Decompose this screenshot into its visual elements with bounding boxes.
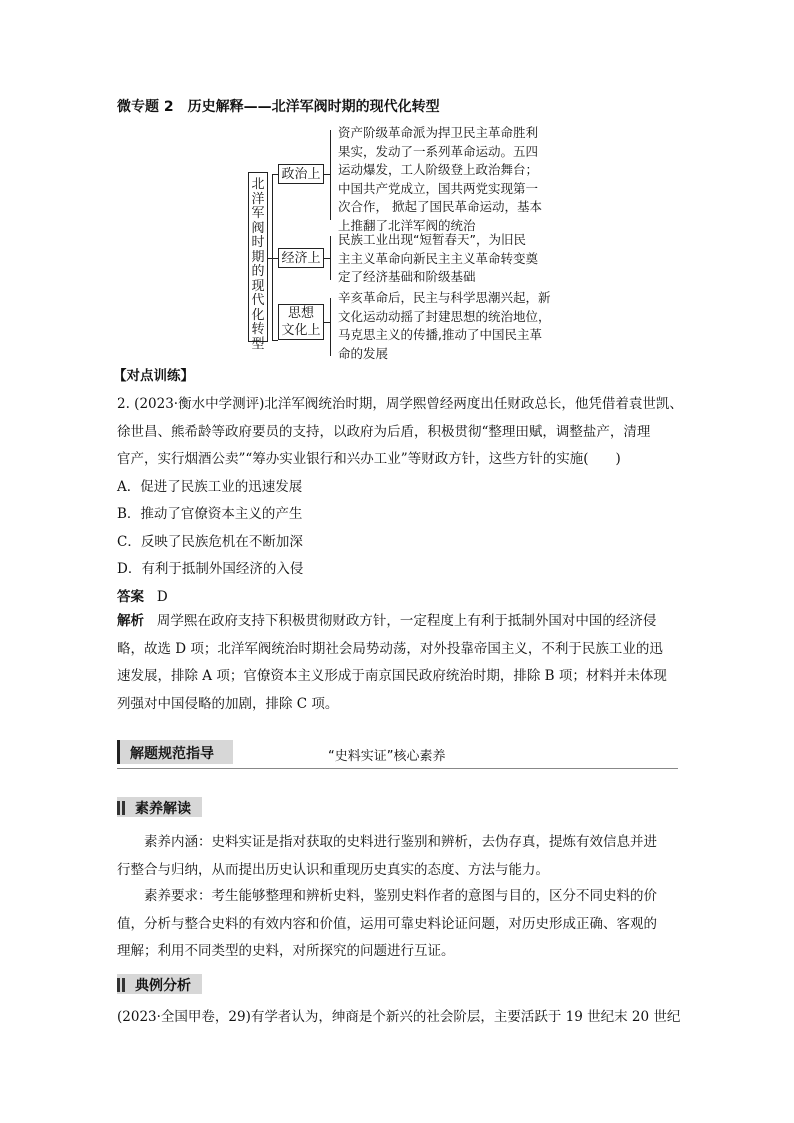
section1-para2 xyxy=(117,883,687,966)
banner-title: 解题规范指导 xyxy=(130,746,214,762)
analysis-label: 解析 xyxy=(117,613,144,629)
section-title: 素养解读 xyxy=(135,801,191,817)
desc-line: 辛亥革命后，民主与科学思潮兴起，新 xyxy=(338,290,551,305)
desc-line: 上推翻了北洋军阀的统治 xyxy=(338,217,476,233)
title-prefix: 微专题 2 xyxy=(117,99,174,115)
branch-politics-box xyxy=(278,164,324,184)
branch-label: 经济上 xyxy=(281,250,321,266)
root-char: 洋 xyxy=(251,191,265,207)
section-ticks-icon xyxy=(117,800,127,814)
connector-line xyxy=(324,322,330,323)
root-char: 的 xyxy=(251,264,265,279)
desc-line: 文化运动动摇了封建思想的统治地位， xyxy=(338,308,551,324)
para-line: 素养要求：考生能够整理和辨析史料，鉴别史料作者的意图与目的，区分不同史料的价 xyxy=(144,888,657,904)
banner-subtitle: “史料实证”核心素养 xyxy=(328,749,446,764)
desc-line: 果实，发动了一系列革命运动。五四 xyxy=(338,143,539,159)
para-line: 理解；利用不同类型的史料，对所探究的问题进行互证。 xyxy=(117,943,455,959)
analysis-line: 速发展，排除 A 项；官僚资本主义形成于南京国民政府统治时期，排除 B 项；材料并未体现 xyxy=(117,668,667,684)
question-line: 2. (2023·衡水中学测评)北洋军阀统治时期，周学熙曾经两度出任财政总长，他凭借着袁世凯、 xyxy=(117,396,683,412)
desc-line: 主主义革命向新民主主义革命转变奠 xyxy=(338,250,539,266)
desc-line: 中国共产党成立，国共两党实现第一 xyxy=(338,180,539,196)
practice-header: 【对点训练】 xyxy=(113,368,194,384)
root-char: 型 xyxy=(251,336,265,352)
connector-line xyxy=(324,174,330,175)
desc-line: 次合作， 掀起了国民革命运动，基本 xyxy=(338,199,542,214)
connector-line xyxy=(324,258,330,259)
diagram-bracket xyxy=(272,174,273,340)
root-char: 现 xyxy=(251,278,265,294)
option-d: D．有利于抵制外国经济的入侵 xyxy=(117,561,304,577)
page-title xyxy=(117,96,440,116)
title-text: 历史解释——北洋军阀时期的现代化转型 xyxy=(187,99,440,115)
question-line: 徐世昌、熊希龄等政府要员的支持，以政府为后盾，积极贯彻“整理田赋，调整盐产，清理 xyxy=(117,423,651,440)
branch-bracket xyxy=(330,236,331,280)
section1-para1 xyxy=(117,829,687,884)
para-line: 值，分析与整合史料的有效内容和价值，运用可靠史料论证问题，对历史形成正确、客观的 xyxy=(117,915,657,932)
desc-line: 定了经济基础和阶级基础 xyxy=(338,269,476,284)
answer-label: 答案 xyxy=(117,589,144,605)
root-char: 期 xyxy=(251,249,265,265)
analysis-line: 略，故选 D 项；北洋军阀统治时期社会局势动荡，对外投靠帝国主义，不利于民族工业的迅 xyxy=(117,640,663,657)
desc-line: 运动爆发，工人阶级登上政治舞台； xyxy=(338,162,539,177)
branch-label: 政治上 xyxy=(281,166,321,182)
desc-line: 民族工业出现“短暂春天”，为旧民 xyxy=(338,232,526,247)
analysis-block xyxy=(117,608,687,718)
banner-divider xyxy=(117,768,678,769)
root-char: 军 xyxy=(251,206,265,221)
branch-label: 思想 xyxy=(287,306,314,321)
question-text xyxy=(117,391,687,584)
branch-bracket xyxy=(330,298,331,356)
root-char: 时 xyxy=(251,235,265,250)
connector-line xyxy=(272,340,278,341)
branch-culture-box xyxy=(278,304,324,340)
root-char: 代 xyxy=(251,293,265,308)
root-char: 化 xyxy=(251,307,265,323)
diagram-root-box xyxy=(248,172,268,352)
branch-economy-box xyxy=(278,248,324,268)
root-char: 阀 xyxy=(251,220,265,236)
option-c: C．反映了民族危机在不断加深 xyxy=(117,533,303,550)
section-ticks-icon xyxy=(117,977,127,991)
question-line: 官产，实行烟酒公卖”“筹办实业银行和兴办工业”等财政方针，这些方针的实施( ) xyxy=(117,451,621,467)
branch-politics-desc xyxy=(338,124,558,235)
desc-line: 资产阶级革命派为捍卫民主革命胜利 xyxy=(338,125,539,140)
option-b: B．推动了官僚资本主义的产生 xyxy=(117,506,303,522)
para-line: 素养内涵：史料实证是指对获取的史料进行鉴别和辨析，去伪存真，提炼有效信息并进 xyxy=(144,834,657,850)
root-char: 转 xyxy=(251,322,265,337)
section-title: 典例分析 xyxy=(135,978,191,994)
desc-line: 马克思主义的传播,推动了中国民主革 xyxy=(338,327,542,342)
branch-culture-desc xyxy=(338,289,568,363)
branch-label: 文化上 xyxy=(281,323,321,338)
para-line: 行整合与归纳，从而提出历史认识和重现历史真实的态度、方法与能力。 xyxy=(117,861,549,878)
option-a: A．促进了民族工业的迅速发展 xyxy=(117,478,303,495)
root-char: 北 xyxy=(251,177,265,192)
analysis-line: 周学熙在政府支持下积极贯彻财政方针，一定程度上有利于抵制外国对中国的经济侵 xyxy=(156,613,657,629)
analysis-line: 列强对中国侵略的加剧，排除 C 项。 xyxy=(117,695,339,712)
desc-line: 命的发展 xyxy=(338,345,389,361)
branch-economy-desc xyxy=(338,231,558,287)
branch-bracket xyxy=(330,130,331,220)
answer-value: D xyxy=(156,589,168,605)
example-line: (2023·全国甲卷，29)有学者认为，绅商是个新兴的社会阶层，主要活跃于 19 世纪末 20 世纪 xyxy=(117,1009,681,1025)
